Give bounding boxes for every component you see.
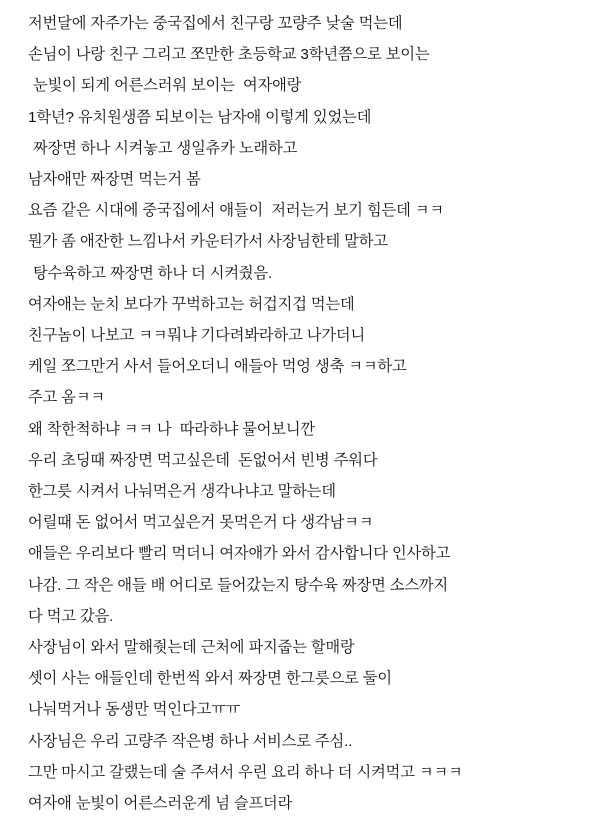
text-line: 사장님이 와서 말해줫는데 근처에 파지줍는 할매랑: [28, 639, 355, 657]
text-line: 한그릇 시켜서 나눠먹은거 생각나냐고 말하는데: [28, 483, 336, 501]
text-line: 나감. 그 작은 애들 배 어디로 들어갔는지 탕수육 짜장면 소스까지: [28, 576, 449, 594]
text-line: 사장님은 우리 고량주 작은병 하나 서비스로 주심..: [28, 732, 353, 750]
text-line: 주고 옴ㅋㅋ: [28, 389, 105, 407]
text-line: 여자애 눈빛이 어른스러운게 넘 슬프더라: [28, 795, 293, 813]
text-line: 그만 마시고 갈랬는데 술 주셔서 우린 요리 하나 더 시켜먹고 ㅋㅋㅋ: [28, 763, 463, 781]
text-line: 왜 착한척하냐 ㅋㅋ 나 따라하냐 물어보니깐: [28, 420, 315, 438]
text-line: 뭔가 좀 애잔한 느낌나서 카운터가서 사장님한테 말하고: [28, 233, 388, 251]
text-line: 탕수육하고 짜장면 하나 더 시켜줬음.: [33, 264, 273, 282]
text-line: 어릴때 돈 없어서 먹고싶은거 못먹은거 다 생각남ㅋㅋ: [28, 514, 374, 532]
text-line: 애들은 우리보다 빨리 먹더니 여자애가 와서 감사합니다 인사하고: [28, 545, 451, 563]
text-line: 친구놈이 나보고 ㅋㅋ뭐냐 기다려봐라하고 나가더니: [28, 327, 366, 345]
story-text-block: [28, 8, 584, 819]
text-line: 남자애만 짜장면 먹는거 봄: [28, 171, 201, 189]
text-line: 짜장면 하나 시켜놓고 생일츄카 노래하고: [33, 139, 298, 157]
text-line: 다 먹고 갔음.: [28, 607, 114, 625]
text-line: 여자애는 눈치 보다가 꾸벅하고는 허겁지겁 먹는데: [28, 295, 355, 313]
text-line: 케일 쪼그만거 사서 들어오더니 애들아 먹엉 생축 ㅋㅋ하고: [28, 358, 407, 376]
text-line: 손님이 나랑 친구 그리고 쪼만한 초등학교 3학년쯤으로 보이는: [28, 46, 430, 64]
text-line: 나눠먹거나 동생만 먹인다고ㅠㅠ: [28, 701, 241, 719]
text-line: 1학년? 유치원생쯤 되보이는 남자애 이렇게 있었는데: [28, 108, 372, 126]
text-line: 우리 초딩때 짜장면 먹고싶은데 돈없어서 빈병 주워다: [28, 451, 378, 469]
text-line: 저번달에 자주가는 중국집에서 친구랑 꼬량주 낮술 먹는데: [28, 15, 403, 32]
text-line: 눈빛이 되게 어른스러워 보이는 여자애랑: [33, 77, 302, 95]
text-line: 셋이 사는 애들인데 한번씩 와서 짜장면 한그릇으로 둘이: [28, 670, 392, 688]
text-line: 요즘 같은 시대에 중국집에서 애들이 저러는거 보기 힘든데 ㅋㅋ: [28, 202, 444, 220]
